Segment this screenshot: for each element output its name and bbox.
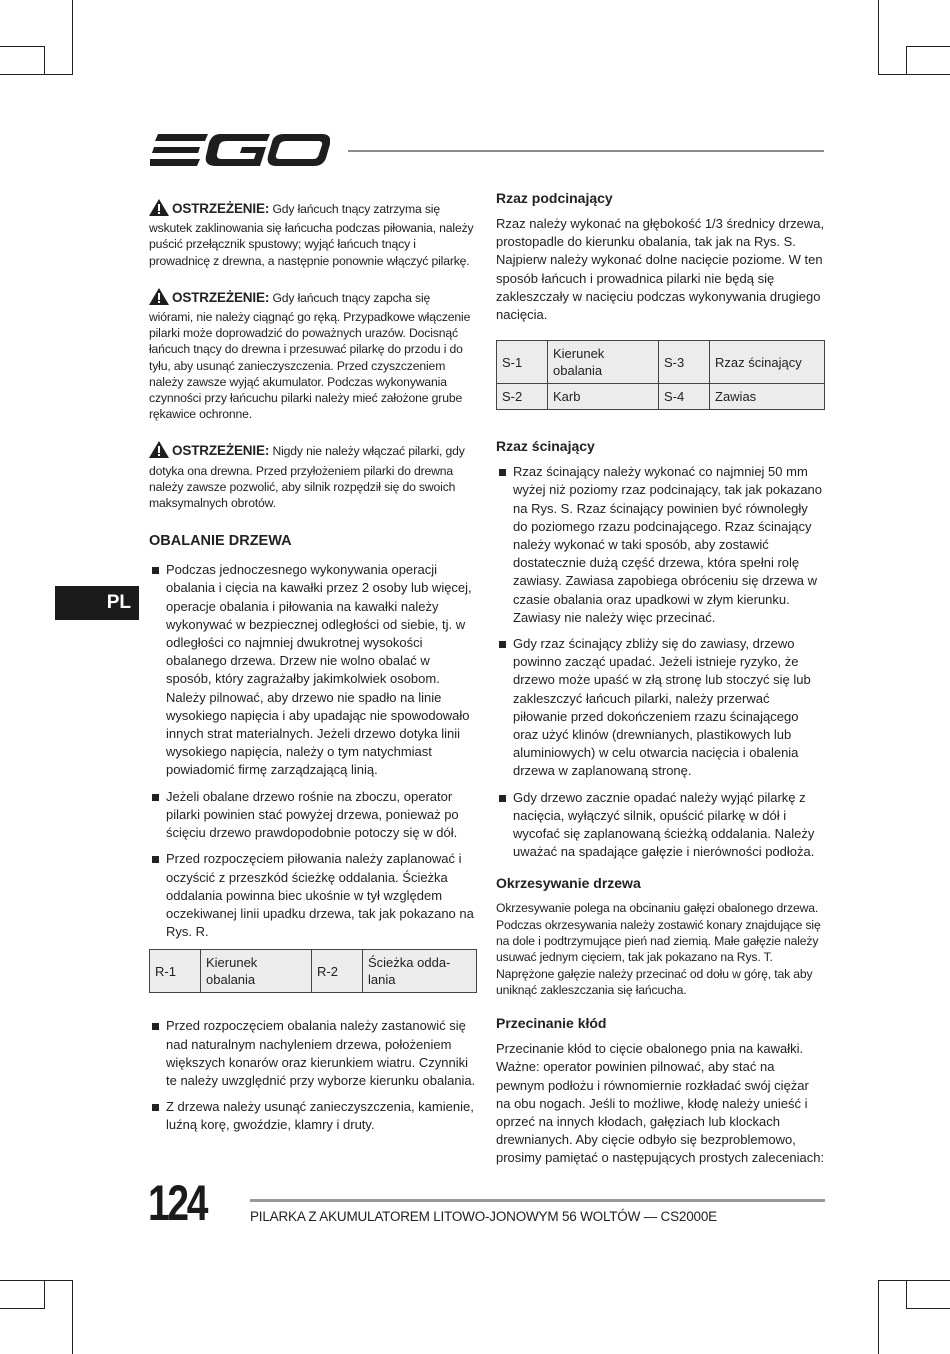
right-column bbox=[496, 190, 825, 1184]
delimbing-text: Okrzesywanie polega na obcinaniu gałęzi obalonego drzewa. Podczas okrzesywania należy zostawić konary znajdujące się na dole i podtrzymujące pień nad ziemią. Małe gałęzie należy usuwać jednym cięciem, tak jak pokazano na Rys. T. Naprężone gałęzie należy przecinać od dołu w górę, tak aby uniknąć zakleszczania się łańcucha. bbox=[496, 901, 821, 997]
bullet-square-icon bbox=[152, 794, 159, 801]
table-cell: R-1 bbox=[150, 950, 201, 993]
warning-text: Nigdy nie należy włączać pilarki, gdy dotyka ona drewna. Przed przyłożeniem pilarki do drewna należy zawsze pozwolić, aby silnik rozpędził się do swoich maksymalnych obrotów. bbox=[149, 444, 465, 511]
felling-bullets-continued bbox=[149, 1017, 477, 1134]
crop-mark bbox=[878, 1280, 950, 1281]
list-item bbox=[149, 850, 477, 941]
crop-mark bbox=[0, 74, 73, 75]
figure-r-legend-table bbox=[149, 949, 477, 993]
felling-bullets bbox=[149, 561, 477, 941]
table-cell: Rzaz ścinający bbox=[710, 341, 825, 384]
crop-mark bbox=[72, 1280, 73, 1354]
list-item-text: Z drzewa należy usunąć zanieczyszczenia, kamienie, luźną korę, gwoździe, klamry i druty. bbox=[166, 1099, 474, 1133]
crop-mark bbox=[878, 0, 879, 74]
language-tab-label: PL bbox=[106, 592, 131, 613]
section-title-felling: OBALANIE DRZEWA bbox=[149, 533, 292, 550]
list-item-text: Podczas jednoczesnego wykonywania operacji obalania i cięcia na kawałki przez 2 osoby lub więcej, operacje obalania i piłowania na kawałki należy wykonywać w bezpiecznej odległości od siebie, tj. w odległości co najmniej dwukrotnej wysokości obalanego drzewa. Drzew nie wolno obalać w sposób, który zagrażałby jakimkolwiek osobom. Należy pilnować, aby drzewo nie spadło na linie wysokiego napięcia i aby upadając nie spowodowało innych strat materialnych. Jeżeli drzewo dotyka linii wysokiego napięcia, należy o tym natychmiast powiadomić firmę zarządzającą linią. bbox=[166, 562, 472, 778]
table-cell: S-3 bbox=[659, 341, 710, 384]
footer-title: PILARKA Z AKUMULATOREM LITOWO-JONOWYM 56 WOLTÓW — CS2000E bbox=[250, 1209, 717, 1224]
bullet-square-icon bbox=[152, 1104, 159, 1111]
section-title-felling-cut: Rzaz ścinający bbox=[496, 438, 595, 455]
crop-mark bbox=[0, 1280, 73, 1281]
page-number: 124 bbox=[148, 1175, 207, 1231]
list-item-text: Przed rozpoczęciem obalania należy zastanowić się nad naturalnym nachyleniem drzewa, położeniem większych konarów oraz kierunkiem wiatru. Czynniki te należy uwzględnić przy wyborze kierunku obalania. bbox=[166, 1018, 476, 1088]
warning-text: Gdy łańcuch tnący zatrzyma się wskutek zaklinowania się łańcucha podczas piłowania, należy puścić przełącznik spustowy; wyjąć łańcuch tnący i prowadnicę z drewna, a następnie ponownie włączyć pilarkę. bbox=[149, 202, 474, 268]
table-cell: S-1 bbox=[497, 341, 548, 384]
list-item-text: Przed rozpoczęciem piłowania należy zaplanować i oczyścić z przeszkód ścieżkę oddalania. Ścieżka oddalania powinna biec ukośnie w tył względem oczekiwanej linii upadku drzewa, tak jak pokazano na Rys. R. bbox=[166, 851, 474, 940]
warning-block bbox=[149, 288, 477, 423]
list-item bbox=[496, 789, 825, 862]
warning-triangle-icon bbox=[149, 199, 169, 220]
list-item bbox=[149, 1098, 477, 1134]
crop-mark bbox=[72, 0, 73, 74]
left-column bbox=[149, 190, 477, 1143]
warning-label: OSTRZEŻENIE: bbox=[172, 201, 270, 216]
bullet-square-icon bbox=[152, 856, 159, 863]
table-cell: S-2 bbox=[497, 384, 548, 410]
ego-logo bbox=[150, 130, 330, 170]
bullet-square-icon bbox=[499, 795, 506, 802]
list-item-text: Rzaz ścinający należy wykonać co najmniej 50 mm wyżej niż poziomy rzaz podcinający, tak jak pokazano na Rys. S. Rzaz ścinający powinien być równoległy do poziomego rzazu podcinającego. Rzaz ścinający należy wykonać w taki sposób, aby zostawić dostatecznie dużą część drzewa, która spełni rolę zawiasy. Zawiasa zapobiega obróceniu się drzewa w czasie obalania oraz upadkowi w złym kierunku. Zawiasy nie należy więc przecinać. bbox=[513, 464, 823, 625]
table-cell: Zawias bbox=[710, 384, 825, 410]
bullet-square-icon bbox=[152, 1023, 159, 1030]
table-cell: Karb bbox=[548, 384, 659, 410]
warning-triangle-icon bbox=[149, 288, 169, 309]
warning-block bbox=[149, 441, 477, 511]
undercut-text: Rzaz należy wykonać na głębokość 1/3 średnicy drzewa, prostopadle do kierunku obalania, tak jak na Rys. S. Najpierw należy wykonać dolne nacięcie poziome. W ten sposób łańcuch i prowadnica pilarki nie będą się zakleszczały w nacięciu podczas wykonywania drugiego nacięcia. bbox=[496, 216, 825, 323]
section-title-undercut: Rzaz podcinający bbox=[496, 190, 613, 206]
list-item-text: Jeżeli obalane drzewo rośnie na zboczu, operator pilarki powinien stać powyżej drzewa, ponieważ po ścięciu drzewo prawdopodobnie potoczy się w dół. bbox=[166, 788, 459, 841]
list-item bbox=[496, 635, 825, 781]
crop-mark bbox=[906, 46, 950, 47]
table-cell: S-4 bbox=[659, 384, 710, 410]
crop-mark bbox=[906, 1280, 907, 1308]
table-cell: Kierunek obalania bbox=[201, 950, 312, 993]
figure-s-legend-table bbox=[496, 340, 825, 410]
bullet-square-icon bbox=[152, 567, 159, 574]
list-item-text: Gdy drzewo zacznie opadać należy wyjąć pilarkę z nacięcia, wyłączyć silnik, opuścić pilarkę w dół i wycofać się zaplanowaną ścieżką oddalania. Należy uważać na spadające gałęzie i nierówności podłoża. bbox=[513, 789, 815, 860]
list-item bbox=[149, 561, 477, 779]
section-title-bucking: Przecinanie kłód bbox=[496, 1015, 607, 1032]
header-rule bbox=[348, 150, 824, 152]
crop-mark bbox=[0, 1308, 45, 1309]
section-title-delimbing: Okrzesywanie drzewa bbox=[496, 875, 641, 892]
crop-mark bbox=[906, 1308, 950, 1309]
warning-text: Gdy łańcuch tnący zapcha się wiórami, nie należy ciągnąć go ręką. Przypadkowe włączenie pilarki może doprowadzić do poważnych urazów. Docisnąć łańcuch tnący do drewna i przesuwać pilarkę do przodu i do tyłu, aby usunąć zanieczyszczenia. Przed czyszczeniem należy zawsze wyjąć akumulator. Podczas wykonywania czynności przy łańcuchu pilarki należy mieć założone grube rękawice ochronne. bbox=[149, 290, 471, 422]
crop-mark bbox=[878, 1280, 879, 1354]
crop-mark bbox=[906, 46, 907, 74]
table-cell: Ścieżka odda-lania bbox=[363, 950, 477, 993]
bullet-square-icon bbox=[499, 641, 506, 648]
table-row bbox=[497, 341, 825, 384]
warning-block bbox=[149, 199, 477, 269]
crop-mark bbox=[878, 74, 950, 75]
warning-triangle-icon bbox=[149, 441, 169, 462]
list-item bbox=[149, 788, 477, 843]
table-cell: R-2 bbox=[312, 950, 363, 993]
language-tab bbox=[55, 586, 139, 620]
warning-label: OSTRZEŻENIE: bbox=[172, 443, 270, 459]
warning-label: OSTRZEŻENIE: bbox=[172, 289, 270, 305]
bullet-square-icon bbox=[499, 469, 506, 476]
bucking-text: Przecinanie kłód to cięcie obalonego pnia na kawałki. Ważne: operator powinien pilnować, aby stać na pewnym podłożu i równomiernie rozkładać swój ciężar na obu nogach. Jeśli to możliwe, kłodę należy unieść i oprzeć na innych kłodach, gałęziach lub klockach drewnianych. Aby cięcie odbyło się bezproblemowo, prosimy pamiętać o następujących prostych zaleceniach: bbox=[496, 1041, 825, 1166]
list-item-text: Gdy rzaz ścinający zbliży się do zawiasy, drzewo powinno zacząć upadać. Jeżeli istnieje ryzyko, że drzewo może upaść w złą stronę lub stoczyć się lub zakleszczyć łańcuch pilarki, należy przerwać piłowanie przed dokończeniem rzazu ścinającego oraz użyć klinów (drewnianych, plastikowych lub aluminiowych) w celu otwarcia nacięcia i obalenia drzewa w zaplanowaną stronę. bbox=[513, 636, 811, 779]
crop-mark bbox=[0, 46, 44, 47]
table-row bbox=[150, 950, 477, 993]
crop-mark bbox=[44, 1280, 45, 1308]
felling-cut-bullets bbox=[496, 463, 825, 861]
table-row bbox=[497, 384, 825, 410]
table-cell: Kierunek obalania bbox=[548, 341, 659, 384]
crop-mark bbox=[44, 46, 45, 74]
list-item bbox=[496, 463, 825, 627]
list-item bbox=[149, 1017, 477, 1090]
footer-rule bbox=[250, 1199, 825, 1202]
